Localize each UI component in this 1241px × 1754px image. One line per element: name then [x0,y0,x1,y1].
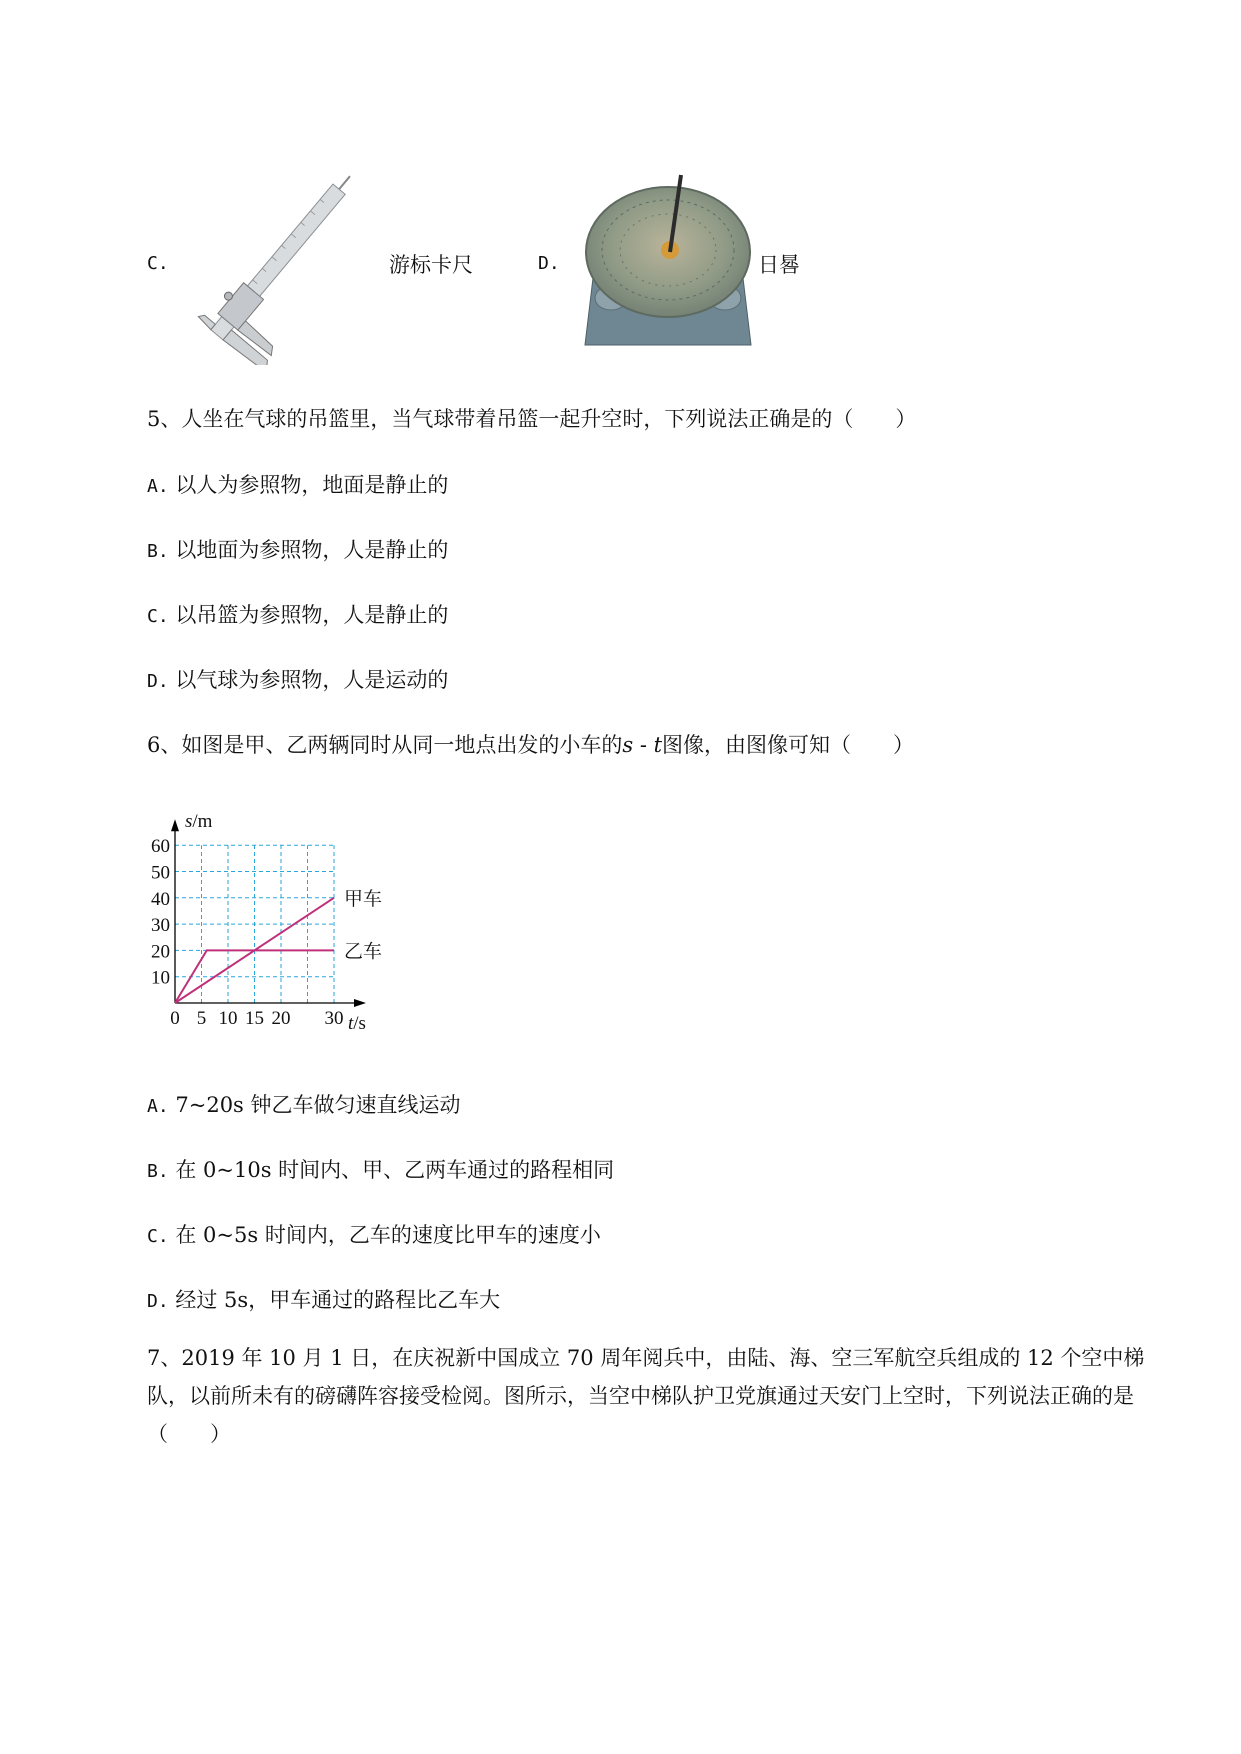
option-letter: D. [147,671,169,692]
option-text: 以人为参照物，地面是静止的 [175,473,449,497]
question-5-option-a [147,470,448,502]
series-label: 甲车 [344,888,383,910]
question-7-stem: 7、2019 年 10 月 1 日，在庆祝新中国成立 70 周年阅兵中，由陆、海、空三军航空兵组成的 12 个空中梯队，以前所未有的磅礴阵容接受检阅。图所示，当空中梯队护卫党旗通过天安门上空时，下列说法正确的是（ ） [147,1346,1145,1446]
option-c-label: 游标卡尺 [389,253,473,277]
x-tick-label: 30 [324,1008,344,1029]
stem-dash: - [633,733,654,757]
chart-axes [171,819,366,1007]
x-axis-label: t/s [348,1013,366,1034]
y-tick-label: 40 [151,888,170,910]
option-letter: C. [147,606,169,627]
question-6-option-a [147,1090,461,1122]
option-text: 以气球为参照物，人是运动的 [175,668,449,692]
option-text: 以地面为参照物，人是静止的 [175,538,449,562]
option-c-letter: C. [147,253,169,274]
option-text: 7~20s 钟乙车做匀速直线运动 [175,1093,461,1117]
y-tick-label: 30 [151,915,170,937]
stem-var-s: s [622,733,634,757]
stem-suffix: 图像，由图像可知（ ） [662,733,915,757]
y-tick-label: 10 [151,967,170,989]
question-5-option-d [147,665,448,697]
question-5-stem: 5、人坐在气球的吊篮里，当气球带着吊篮一起升空时，下列说法正确是的（ ） [147,407,917,431]
option-text: 在 0~10s 时间内、甲、乙两车通过的路程相同 [175,1158,615,1182]
option-letter: C. [147,1226,169,1247]
option-text: 经过 5s，甲车通过的路程比乙车大 [175,1288,501,1312]
x-tick-label: 5 [196,1008,207,1029]
chart-grid [175,845,334,1003]
option-letter: A. [147,476,169,497]
series-label: 乙车 [344,941,383,963]
y-axis-label: s/m [185,811,213,833]
chart-labels [151,811,382,1034]
option-d-label: 日晷 [758,253,800,277]
x-axis-arrow [354,999,366,1007]
origin-label: 0 [170,1008,180,1029]
sundial-image [573,170,763,352]
option-letter: D. [147,1291,169,1312]
x-tick-label: 20 [271,1008,291,1029]
y-axis-arrow [171,819,179,831]
x-tick-label: 15 [245,1008,264,1029]
option-text: 在 0~5s 时间内，乙车的速度比甲车的速度小 [175,1223,601,1247]
question-5-option-c [147,600,448,632]
vernier-caliper-image [178,160,378,365]
option-letter: B. [147,541,169,562]
question-6-option-c [147,1220,601,1252]
x-tick-label: 10 [218,1008,238,1029]
option-d-letter: D. [538,253,560,274]
question-6-stem [147,730,914,760]
y-tick-label: 60 [151,836,170,858]
stem-prefix: 6、如图是甲、乙两辆同时从同一地点出发的小车的 [147,733,623,757]
y-tick-label: 50 [151,862,170,884]
s-t-chart [140,800,400,1040]
question-6-option-b [147,1155,614,1187]
question-5-option-b [147,535,448,567]
option-letter: B. [147,1161,169,1182]
stem-var-t: t [653,733,663,757]
question-6-option-d [147,1285,500,1317]
option-letter: A. [147,1096,169,1117]
option-text: 以吊篮为参照物，人是静止的 [175,603,449,627]
y-tick-label: 20 [151,941,170,963]
